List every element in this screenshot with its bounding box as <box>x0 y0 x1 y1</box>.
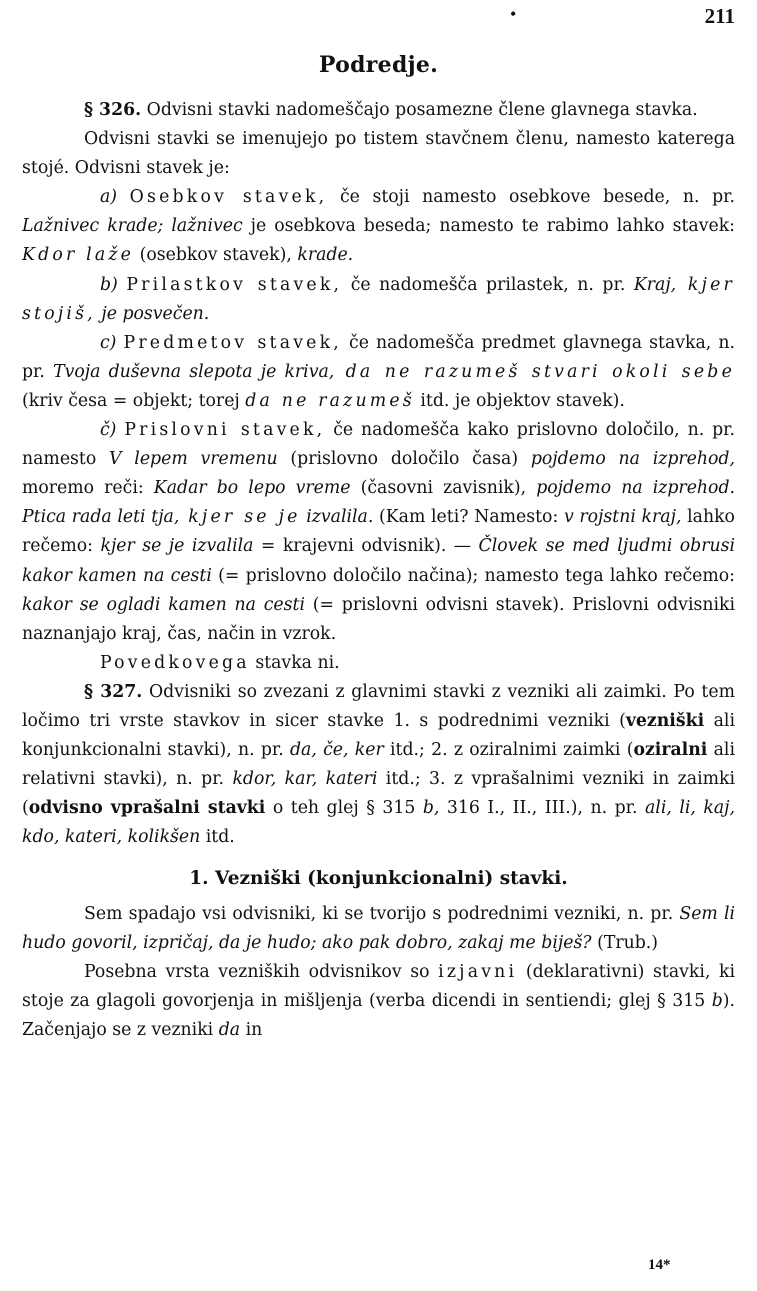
page-title: Podredje. <box>318 52 439 78</box>
body-text <box>22 96 735 1045</box>
paragraph-sub1: Sem spadajo vsi odvisniki, ki se tvorijo s podrednimi vezniki, n. pr. Sem li hudo govoril, izpričaj, da je hudo; ako pak dobro, zakaj me biješ? (Trub.) <box>22 903 735 953</box>
section-mark-326: § 326. <box>84 100 142 120</box>
paragraph-326: § 326. Odvisni stavki nadomeščajo posamezne člene glavnega stavka. <box>84 100 698 120</box>
paragraph-d: Povedkovega stavka ni. <box>100 652 340 673</box>
paragraph-cc: č) Prislovni stavek, če nadomešča kako prislovno določilo, n. pr. namesto V lepem vremenu (prislovno določilo časa) pojdemo na izprehod, moremo reči: Kadar bo lepo vreme (časovni zavisnik), pojdemo na izprehod. Ptica rada leti tja, kjer se je izvalila. (Kam leti? Namesto: v rojstni kraj, lahko rečemo: kjer se je izvalila = krajevni odvisnik). — Človek se med ljudmi obrusi kakor kamen na cesti (= prislovno določilo načina); namesto tega lahko rečemo: kakor se ogladi kamen na cesti (= prislovni odvisni stavek). Prislovni odvisniki naznanjajo kraj, čas, način in vzrok. <box>22 420 736 644</box>
subheading: 1. Vezniški (konjunkcionalni) stavki. <box>189 868 568 890</box>
paragraph-b: b) Prilastkov stavek, če nadomešča prilastek, n. pr. Kraj, kjer stojiš, je posvečen. <box>22 274 736 324</box>
page-number: 211 <box>704 4 735 28</box>
paragraph-a: a) Osebkov stavek, če stoji namesto osebkove besede, n. pr. Lažnivec krade; lažnivec je osebkova beseda; namesto te rabimo lahko stavek: Kdor laže (osebkov stavek), krade. <box>22 187 736 266</box>
paragraph-327: § 327. Odvisniki so zvezani z glavnimi stavki z vezniki ali zaimki. Po tem ločimo tri vrste stavkov in sicer stavke 1. s podrednimi vezniki (vezniški ali konjunkcionalni stavki), n. pr. da, če, ker itd.; 2. z oziralnimi zaimki (oziralni ali relativni stavki), n. pr. kdor, kar, kateri itd.; 3. z vprašalnimi vezniki in zaimki (odvisno vprašalni stavki o teh glej § 315 b, 316 I., II., III.), n. pr. ali, li, kaj, kdo, kateri, kolikšen itd. <box>22 681 736 848</box>
paragraph-sub2: Posebna vrsta vezniških odvisnikov so izjavni (deklarativni) stavki, ki stoje za glagoli govorjenja in mišljenja (verba dicendi in sentiendi; glej § 315 b). Začenjajo se z vezniki da in <box>22 961 735 1040</box>
header-dot: • <box>510 4 517 24</box>
section-mark-327: § 327. <box>84 681 143 702</box>
signature-mark: 14* <box>648 1257 671 1273</box>
paragraph-c: c) Predmetov stavek, če nadomešča predmet glavnega stavka, n. pr. Tvoja duševna slepota je kriva, da ne razumeš stvari okoli sebe (kriv česa = objekt; torej da ne razumeš itd. je objektov stavek). <box>22 332 735 411</box>
paragraph-intro: Odvisni stavki se imenujejo po tistem stavčnem členu, namesto katerega stojé. Odvisni stavek je: <box>22 129 735 179</box>
